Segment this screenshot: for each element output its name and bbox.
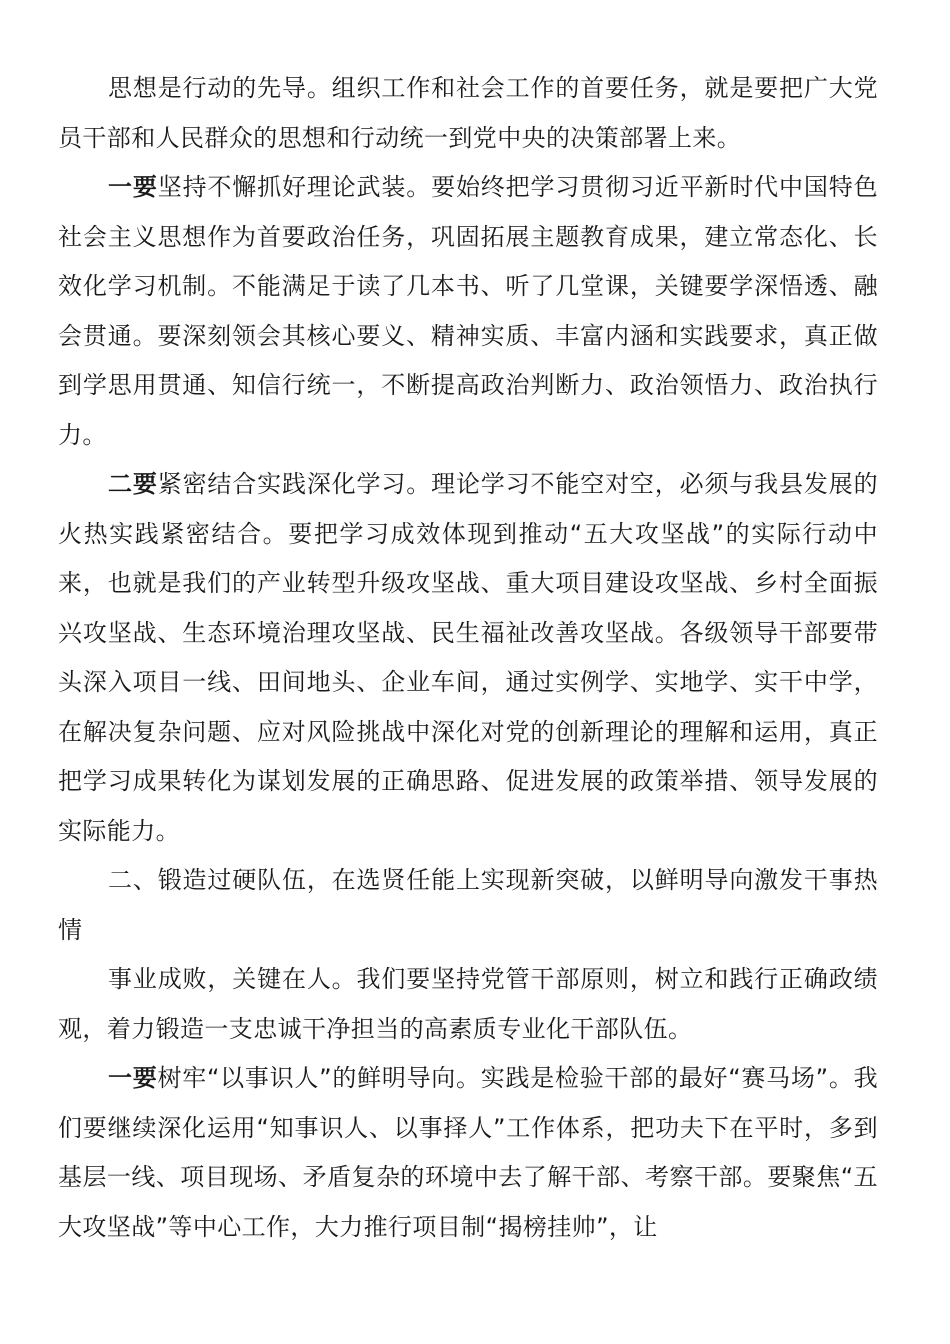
- paragraph-3-lead: 二要: [108, 470, 158, 498]
- paragraph-6-lead: 一要: [108, 1064, 158, 1092]
- paragraph-5-text: 事业成败，关键在人。我们要坚持党管干部原则，树立和践行正确政绩观，着力锻造一支忠诚干净担当的高素质专业化干部队伍。: [58, 965, 878, 1043]
- paragraph-6: [58, 1054, 878, 1252]
- document-page: [58, 64, 878, 1252]
- paragraph-2-text: 坚持不懈抓好理论武装。要始终把学习贯彻习近平新时代中国特色社会主义思想作为首要政治任务，巩固拓展主题教育成果，建立常态化、长效化学习机制。不能满足于读了几本书、听了几堂课，关键要学深悟透、融会贯通。要深刻领会其核心要义、精神实质、丰富内涵和实践要求，真正做到学思用贯通、知信行统一，不断提高政治判断力、政治领悟力、政治执行力。: [58, 173, 878, 449]
- paragraph-3: [58, 460, 878, 856]
- paragraph-5: [58, 955, 878, 1054]
- section-heading: [58, 856, 878, 955]
- paragraph-6-text: 树牢“以事识人”的鲜明导向。实践是检验干部的最好“赛马场”。我们要继续深化运用“知事识人、以事择人”工作体系，把功夫下在平时，多到基层一线、项目现场、矛盾复杂的环境中去了解干部、考察干部。要聚焦“五大攻坚战”等中心工作，大力推行项目制“揭榜挂帅”，让: [58, 1064, 878, 1241]
- paragraph-2: [58, 163, 878, 460]
- section-heading-text: 二、锻造过硬队伍，在选贤任能上实现新突破，以鲜明导向激发干事热情: [58, 866, 878, 944]
- paragraph-1-text: 思想是行动的先导。组织工作和社会工作的首要任务，就是要把广大党员干部和人民群众的思想和行动统一到党中央的决策部署上来。: [58, 74, 878, 152]
- paragraph-2-lead: 一要: [108, 173, 158, 201]
- paragraph-1: [58, 64, 878, 163]
- paragraph-3-text: 紧密结合实践深化学习。理论学习不能空对空，必须与我县发展的火热实践紧密结合。要把学习成效体现到推动“五大攻坚战”的实际行动中来，也就是我们的产业转型升级攻坚战、重大项目建设攻坚战、乡村全面振兴攻坚战、生态环境治理攻坚战、民生福祉改善攻坚战。各级领导干部要带头深入项目一线、田间地头、企业车间，通过实例学、实地学、实干中学，在解决复杂问题、应对风险挑战中深化对党的创新理论的理解和运用，真正把学习成果转化为谋划发展的正确思路、促进发展的政策举措、领导发展的实际能力。: [58, 470, 878, 845]
